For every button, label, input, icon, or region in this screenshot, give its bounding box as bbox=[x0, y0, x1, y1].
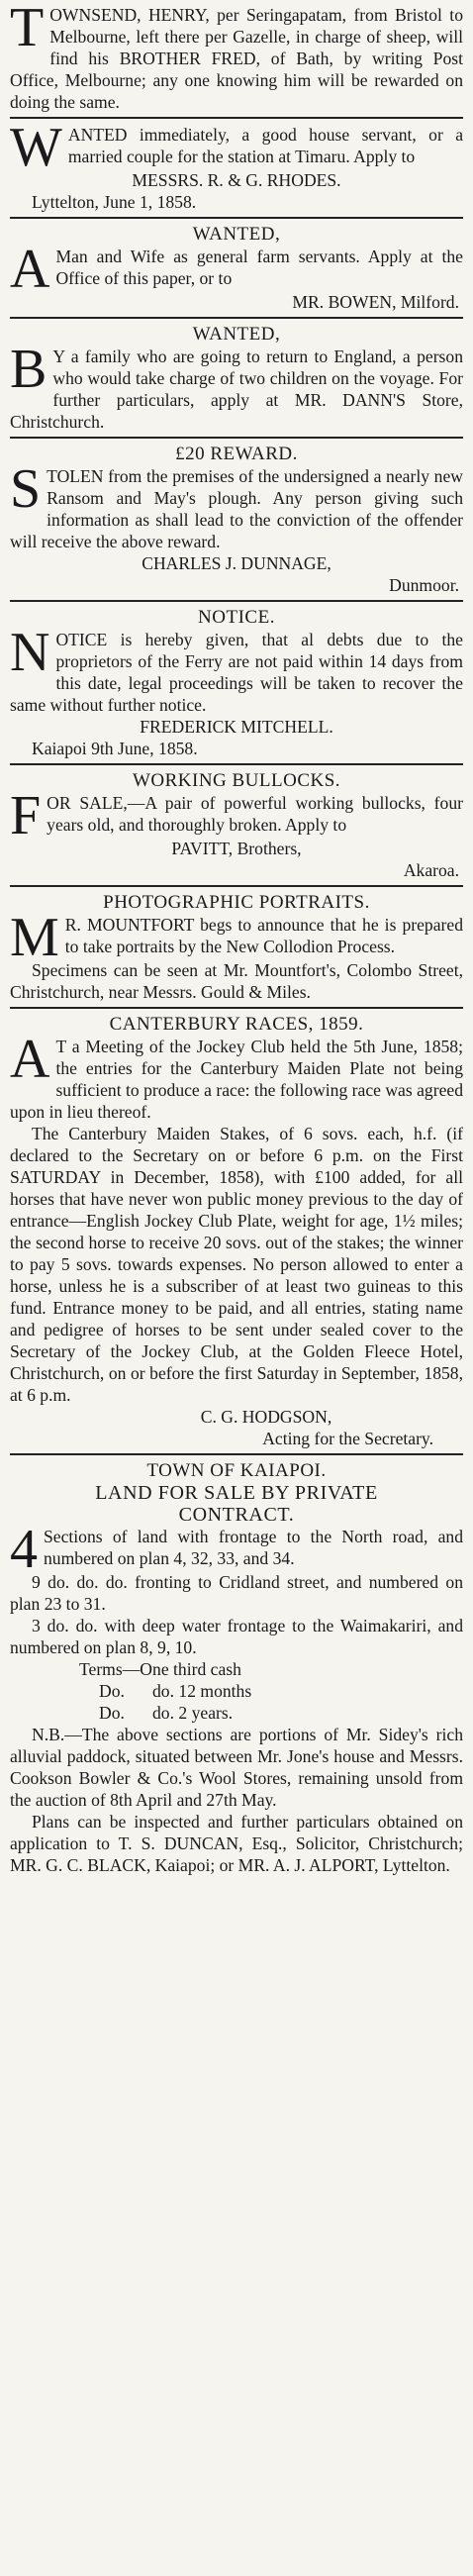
ad-body: T a Meeting of the Jockey Club held the 5th June, 1858; the entries for the Canterbury Maiden Plate not being sufficient to produce a race: the following race was agreed upon in lieu thereof. bbox=[10, 1037, 463, 1122]
ad-title: WANTED, bbox=[192, 324, 281, 345]
terms-value: do. 2 years. bbox=[152, 1703, 234, 1723]
divider bbox=[10, 600, 463, 602]
ad-kaiapoi-land-sale bbox=[10, 1460, 463, 1876]
ad-wanted-voyage-carer bbox=[10, 324, 463, 433]
ad-body: OTICE is hereby given, that al debts due to the proprietors of the Ferry are not paid within 14 days from this date, legal proceedings will be taken to recover the same without further notice. bbox=[10, 630, 463, 715]
ad-signer: C. G. HODGSON, bbox=[200, 1407, 332, 1427]
divider bbox=[10, 763, 463, 765]
drop-cap: F bbox=[10, 785, 42, 846]
ad-terms-2 bbox=[10, 1680, 463, 1702]
ad-terms-1: Terms—One third cash bbox=[79, 1659, 241, 1679]
ad-body: OR SALE,—A pair of powerful working bullocks, four years old, and thoroughly broken. Apply to bbox=[47, 793, 463, 835]
terms-key: Do. bbox=[99, 1681, 125, 1701]
ad-signer: PAVITT, Brothers, bbox=[171, 839, 302, 858]
ad-line-2: 9 do. do. do. fronting to Cridland street, and numbered on plan 23 to 31. bbox=[10, 1572, 463, 1614]
ad-signer: CHARLES J. DUNNAGE, bbox=[142, 553, 331, 573]
drop-cap: A bbox=[10, 239, 50, 300]
ad-title-2: LAND FOR SALE BY PRIVATE bbox=[95, 1482, 378, 1504]
ad-reward bbox=[10, 444, 463, 596]
drop-cap: M bbox=[10, 907, 59, 968]
divider bbox=[10, 437, 463, 439]
ad-plans: Plans can be inspected and further particulars obtained on application to T. S. DUNCAN, Esq., Solicitor, Christchurch; MR. G. C. BLACK, Kaiapoi; or MR. A. J. ALPORT, Lyttelton. bbox=[10, 1812, 463, 1875]
ad-wanted-house-servant bbox=[10, 117, 463, 213]
ad-notice-ferry bbox=[10, 607, 463, 759]
drop-cap: N bbox=[10, 622, 50, 683]
ad-line-3: 3 do. do. with deep water frontage to the Waimakariri, and numbered on plan 8, 9, 10. bbox=[10, 1616, 463, 1657]
ad-place: Akaroa. bbox=[403, 860, 459, 880]
ad-place-date: Kaiapoi 9th June, 1858. bbox=[32, 739, 198, 758]
ad-body: Man and Wife as general farm servants. Apply at the Office of this paper, or to bbox=[55, 247, 463, 288]
divider bbox=[10, 317, 463, 319]
ad-signer: MESSRS. R. & G. RHODES. bbox=[132, 170, 341, 190]
ad-working-bullocks bbox=[10, 770, 463, 881]
ad-place-date: Lyttelton, June 1, 1858. bbox=[32, 192, 197, 212]
drop-cap: W bbox=[10, 117, 62, 178]
ad-canterbury-races bbox=[10, 1014, 463, 1449]
ad-body: R. MOUNTFORT begs to announce that he is prepared to take portraits by the New Collodion Process. bbox=[64, 915, 463, 956]
divider bbox=[10, 117, 463, 119]
ad-body: Sections of land with frontage to the North road, and numbered on plan 4, 32, 33, and 34. bbox=[44, 1527, 463, 1568]
terms-key: Do. bbox=[99, 1703, 125, 1723]
drop-cap: T bbox=[10, 0, 45, 58]
ad-place: Dunmoor. bbox=[389, 575, 459, 595]
ad-title: PHOTOGRAPHIC PORTRAITS. bbox=[103, 892, 370, 913]
ad-body: Y a family who are going to return to England, a person who would take charge of two children on the voyage. For further particulars, apply at MR. DANN'S Store, Christchurch. bbox=[10, 347, 463, 432]
ad-wanted-farm-servants bbox=[10, 224, 463, 313]
ad-signer: MR. BOWEN, Milford. bbox=[292, 292, 459, 312]
ad-title: CANTERBURY RACES, 1859. bbox=[109, 1014, 364, 1035]
ad-title-3: CONTRACT. bbox=[178, 1504, 295, 1526]
divider bbox=[10, 217, 463, 219]
terms-value: do. 12 months bbox=[152, 1681, 252, 1701]
ad-signer: FREDERICK MITCHELL. bbox=[140, 717, 333, 737]
ad-title: TOWN OF KAIAPOI. bbox=[146, 1460, 327, 1481]
divider bbox=[10, 1007, 463, 1009]
divider bbox=[10, 885, 463, 887]
ad-photographic-portraits bbox=[10, 892, 463, 1003]
ad-body: OWNSEND, HENRY, per Seringapatam, from Bristol to Melbourne, left there per Gazelle, in charge of sheep, will find his BROTHER FRED, of Bath, by writing Post Office, Melbourne; any one knowing him will be rewarded on doing the same. bbox=[10, 5, 463, 112]
ad-body: TOLEN from the premises of the undersigned a nearly new Ransom and May's plough. Any person giving such information as shall lead to the conviction of the offender will receive the above reward. bbox=[10, 466, 463, 551]
ad-title: WANTED, bbox=[192, 224, 281, 245]
ad-body-2: Specimens can be seen at Mr. Mountfort's, Colombo Street, Christchurch, near Messrs. Gould & Miles. bbox=[10, 960, 463, 1002]
ad-body-2: The Canterbury Maiden Stakes, of 6 sovs. each, h.f. (if declared to the Secretary on or before 6 p.m. on the First SATURDAY in December, 1858), with £100 added, for all horses that have never won public money previous to the day of entrance—English Jockey Club Plate, weight for age, 1½ miles; the second horse to receive 20 sovs. out of the stakes; the winner to pay 5 sovs. towards expenses. No person allowed to enter a horse, unless he is a subscriber of at least two guineas to this fund. Entrance money to be paid, and all entries, stating name and pedigree of horses to be sent under sealed cover to the Secretary of the Jockey Club, at the Golden Fleece Hotel, Christchurch, on or before the first Saturday in September, 1858, at 6 p.m. bbox=[10, 1124, 463, 1405]
ad-title: £20 REWARD. bbox=[175, 444, 298, 464]
drop-cap: S bbox=[10, 458, 42, 520]
drop-cap: B bbox=[10, 339, 47, 400]
drop-numeral: 4 bbox=[10, 1519, 38, 1580]
ad-nb: N.B.—The above sections are portions of Mr. Sidey's rich alluvial paddock, situated between Mr. Jone's house and Messrs. Cookson Bowler & Co.'s Wool Stores, remaining unsold from the auction of 8th April and 27th May. bbox=[10, 1725, 463, 1810]
ad-role: Acting for the Secretary. bbox=[262, 1429, 433, 1448]
ad-townsend bbox=[10, 0, 463, 113]
ad-terms-3 bbox=[10, 1702, 463, 1724]
ad-title: NOTICE. bbox=[198, 607, 275, 628]
ad-body: ANTED immediately, a good house servant, or a married couple for the station at Timaru. Apply to bbox=[67, 125, 463, 166]
divider bbox=[10, 1453, 463, 1455]
drop-cap: A bbox=[10, 1029, 50, 1090]
ad-title: WORKING BULLOCKS. bbox=[132, 770, 341, 791]
